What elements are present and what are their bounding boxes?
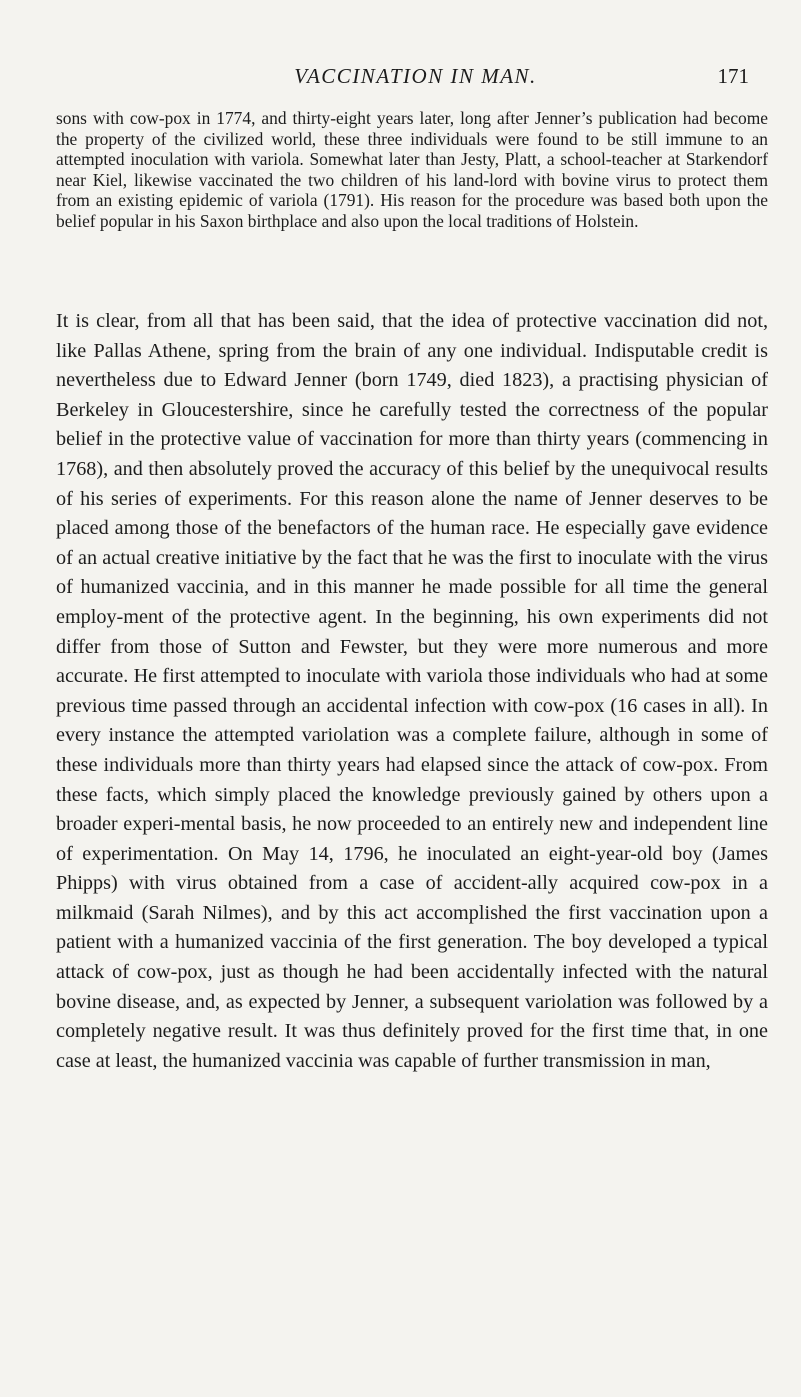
page-number: 171 [717, 64, 749, 88]
paragraph-text: It is clear, from all that has been said, that the idea of protective vaccination did not, like Pallas Athene, spring from the brain of any one individual. Indisputable credit is nevertheless due to Edward Jenner (born 1749, died 1823), a practising physician of Berkeley in Gloucestershire, since he carefully tested the correctness of the popular belief in the protective value of vaccination for more than thirty years (commencing in 1768), and then absolutely proved the accuracy of this belief by the unequivocal results of his series of experiments. For this reason alone the name of Jenner deserves to be placed among those of the benefactors of the human race. He especially gave evidence of an actual creative initiative by the fact that he was the first to inoculate with the virus of humanized vaccinia, and in this manner he made possible for all time the general employ-ment of the protective agent. In the beginning, his own experiments did not differ from those of Sutton and Fewster, but they were more numerous and more accurate. He first attempted to inoculate with variola those individuals who had at some previous time passed through an accidental infection with cow-pox (16 cases in all). In every instance the attempted variolation was a complete failure, although in some of these individuals more than thirty years had elapsed since the attack of cow-pox. From these facts, which simply placed the knowledge previously gained by others upon a broader experi-mental basis, he now proceeded to an entirely new and independent line of experimentation. On May 14, 1796, he inoculated an eight-year-old boy (James Phipps) with virus obtained from a case of accident-ally acquired cow-pox in a milkmaid (Sarah Nilmes), and by this act accomplished the first vaccination upon a patient with a humanized vaccinia of the first generation. The boy developed a typical attack of cow-pox, just as though he had been accidentally infected with the natural bovine disease, and, as expected by Jenner, a subsequent variolation was followed by a completely negative result. It was thus definitely proved for the first time that, in one case at least, the humanized vaccinia was capable of further transmission in man, [56, 310, 768, 1072]
paragraph-jenner [56, 307, 768, 1076]
paragraph-text: sons with cow-pox in 1774, and thirty-eight years later, long after Jenner’s publication had become the property of the civilized world, these three individuals were found to be still immune to an attempted inoculation with variola. Somewhat later than Jesty, Platt, a school-teacher at Starkendorf near Kiel, likewise vaccinated the two children of his land-lord with bovine virus to protect them from an existing epidemic of variola (1791). His reason for the procedure was based both upon the belief popular in his Saxon birthplace and also upon the local traditions of Holstein. [56, 108, 768, 231]
running-title: VACCINATION IN MAN. [294, 64, 537, 88]
running-head [0, 64, 801, 92]
paragraph-continuation [56, 108, 768, 232]
